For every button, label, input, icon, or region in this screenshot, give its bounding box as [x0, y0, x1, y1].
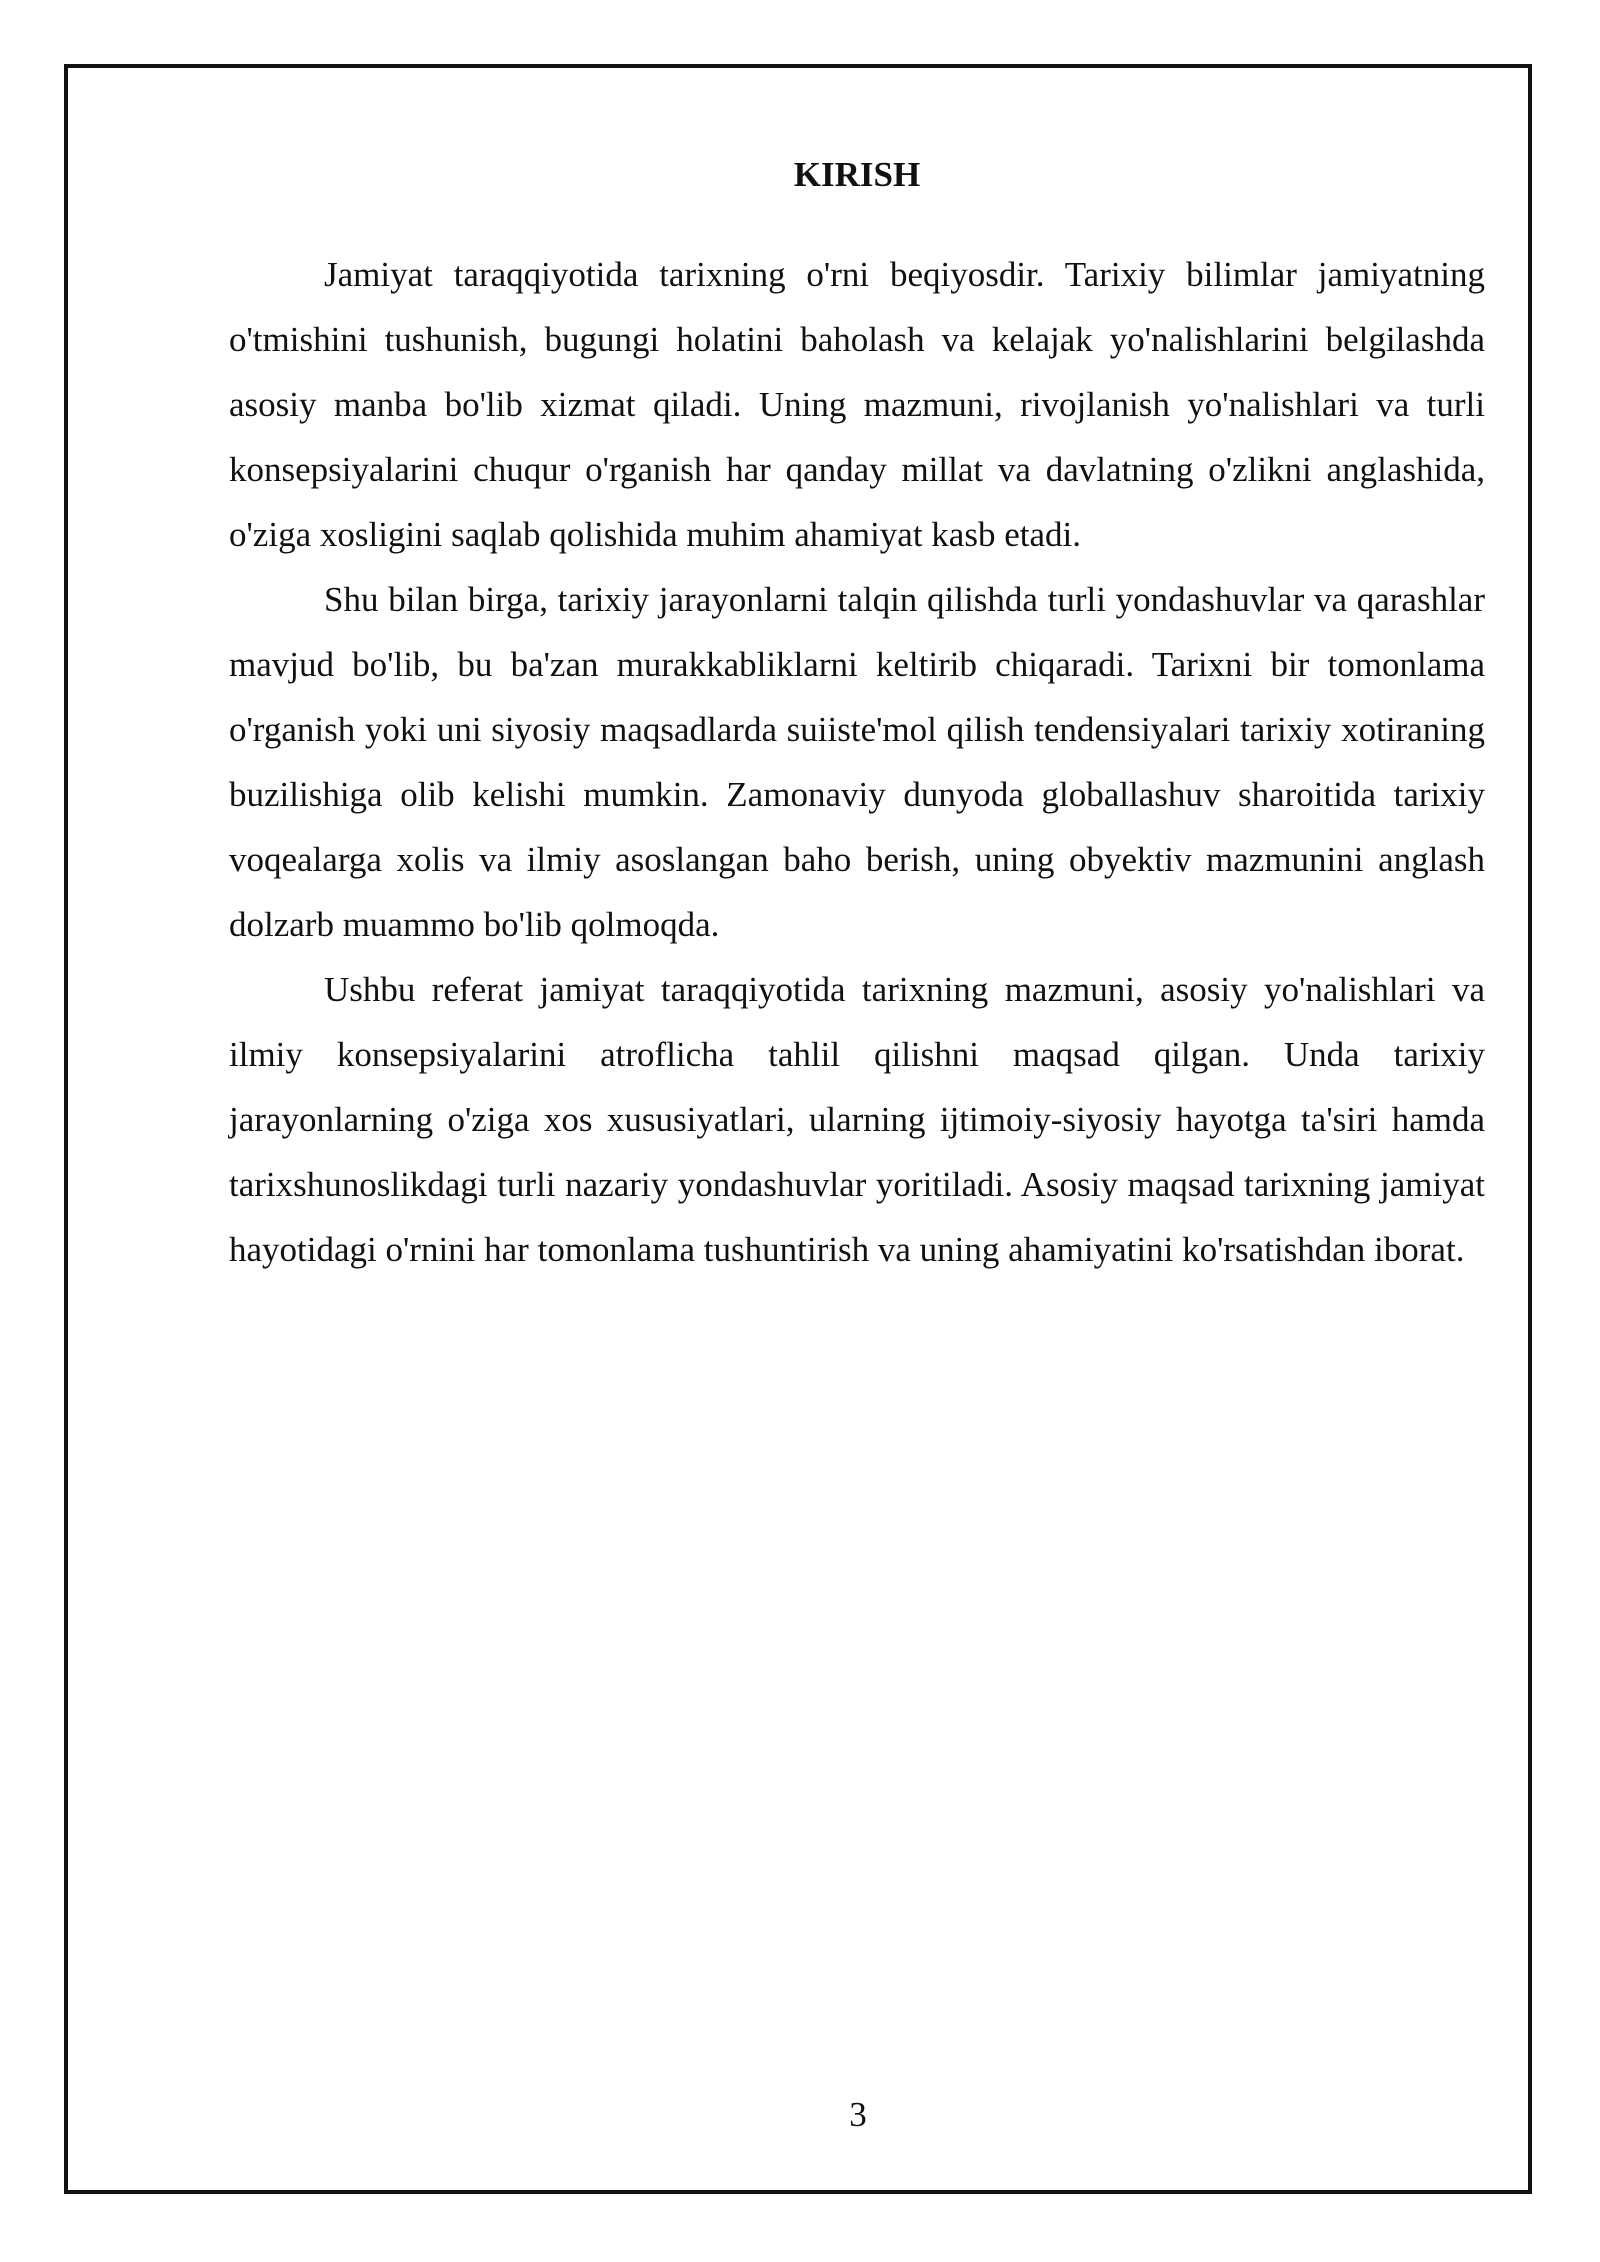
paragraph-2: Shu bilan birga, tarixiy jarayonlarni talqin qilishda turli yondashuvlar va qarashlar mavjud bo'lib, bu ba'zan murakkabliklarni keltirib chiqaradi. Tarixni bir tomonlama o'rganish yoki uni siyosiy maqsadlarda suiiste'mol qilish tendensiyalari tarixiy xotiraning buzilishiga olib kelishi mumkin. Zamonaviy dunyoda globallashuv sharoitida tarixiy voqealarga xolis va ilmiy asoslangan baho berish, uning obyektiv mazmunini anglash dolzarb muammo bo'lib qolmoqda. [229, 580, 1485, 944]
page-content [229, 150, 1485, 1282]
paragraph-3: Ushbu referat jamiyat taraqqiyotida tarixning mazmuni, asosiy yo'nalishlari va ilmiy konsepsiyalarini atroflicha tahlil qilishni maqsad qilgan. Unda tarixiy jarayonlarning o'ziga xos xususiyatlari, ularning ijtimoiy-siyosiy hayotga ta'siri hamda tarixshunoslikdagi turli nazariy yondashuvlar yoritiladi. Asosiy maqsad tarixning jamiyat hayotidagi o'rnini har tomonlama tushuntirish va uning ahamiyatini ko'rsatishdan iborat. [229, 970, 1485, 1269]
page-title: KIRISH [793, 155, 921, 194]
page-number: 3 [849, 2095, 867, 2134]
paragraph-1: Jamiyat taraqqiyotida tarixning o'rni beqiyosdir. Tarixiy bilimlar jamiyatning o'tmishini tushunish, bugungi holatini baholash va kelajak yo'nalishlarini belgilashda asosiy manba bo'lib xizmat qiladi. Uning mazmuni, rivojlanish yo'nalishlari va turli konsepsiyalarini chuqur o'rganish har qanday millat va davlatning o'zlikni anglashida, o'ziga xosligini saqlab qolishida muhim ahamiyat kasb etadi. [229, 255, 1485, 554]
